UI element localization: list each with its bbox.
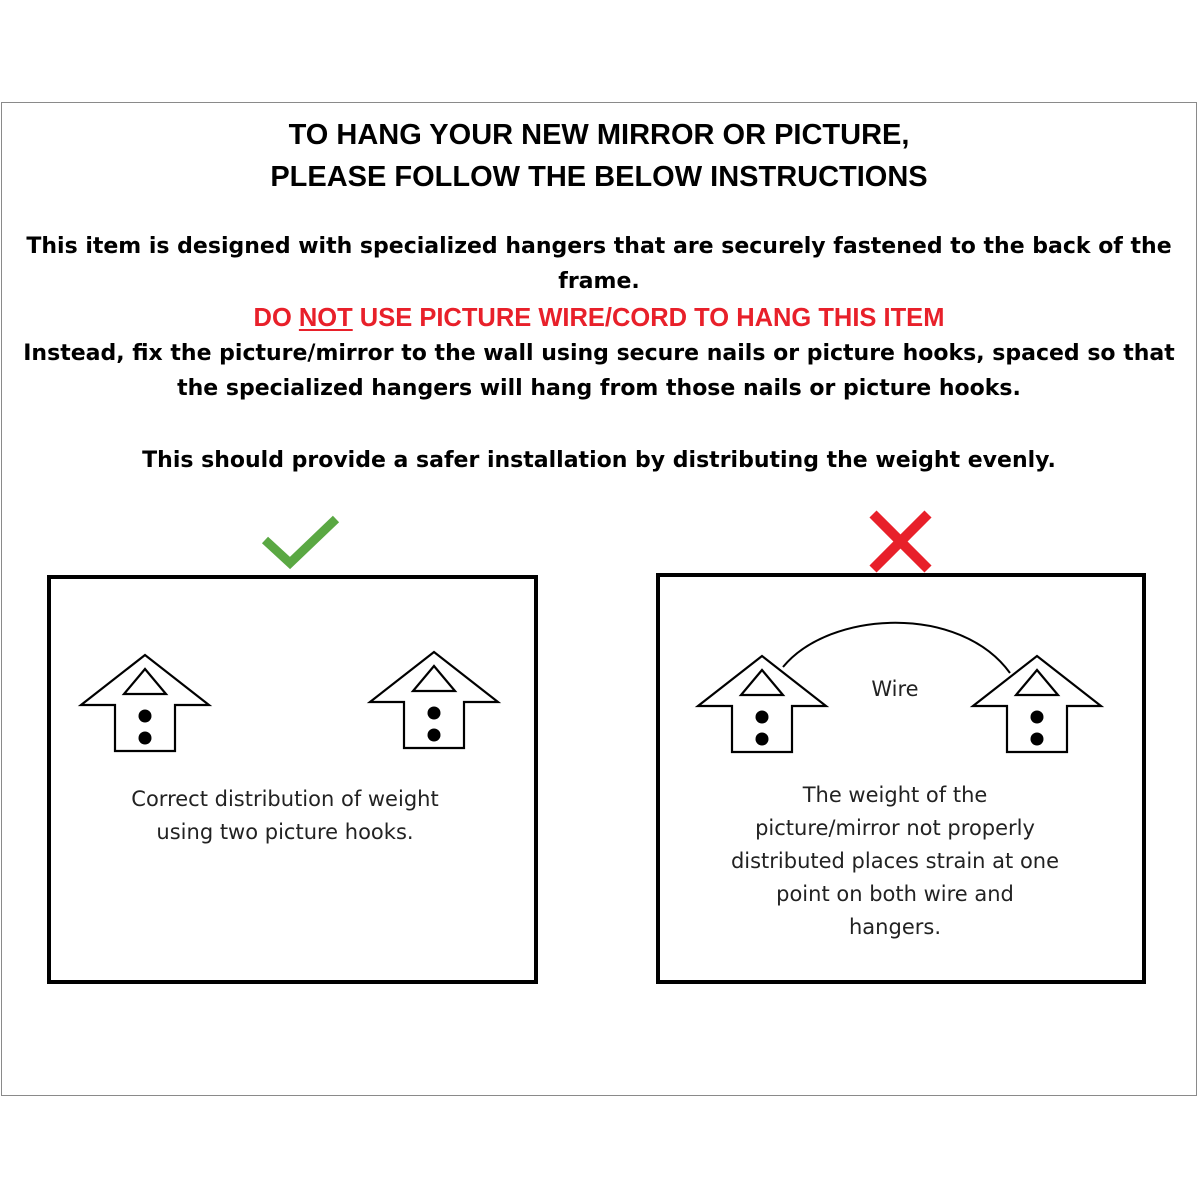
warning-prefix: DO	[253, 304, 299, 332]
warning-text	[0, 300, 1198, 336]
incorrect-caption-line-1: The weight of the	[802, 783, 988, 807]
warning-emphasis: NOT	[298, 304, 353, 332]
correct-caption-line-1: Correct distribution of weight	[131, 787, 439, 811]
wire-label: Wire	[871, 677, 919, 701]
correct-caption	[60, 783, 510, 849]
instruction-line-1: Instead, fix the picture/mirror to the wall using secure nails or picture hooks, spaced so that	[23, 341, 1175, 366]
incorrect-caption-line-5: hangers.	[849, 915, 941, 939]
heading-line-2: PLEASE FOLLOW THE BELOW INSTRUCTIONS	[270, 161, 928, 193]
incorrect-caption-line-4: point on both wire and	[776, 882, 1014, 906]
safety-note: This should provide a safer installation by distributing the weight evenly.	[142, 448, 1056, 473]
incorrect-caption-line-3: distributed places strain at one	[730, 849, 1060, 873]
warning-suffix: USE PICTURE WIRE/CORD TO HANG THIS ITEM	[352, 304, 945, 332]
incorrect-caption-line-2: picture/mirror not properly	[755, 816, 1035, 840]
correct-caption-line-2: using two picture hooks.	[156, 820, 414, 844]
heading-line-1: TO HANG YOUR NEW MIRROR OR PICTURE,	[288, 119, 910, 151]
intro-line-2: frame.	[558, 269, 640, 294]
intro-line-1: This item is designed with specialized hangers that are securely fastened to the back of the	[26, 234, 1172, 259]
incorrect-caption	[700, 779, 1090, 944]
instruction-line-2: the specialized hangers will hang from those nails or picture hooks.	[177, 376, 1021, 401]
